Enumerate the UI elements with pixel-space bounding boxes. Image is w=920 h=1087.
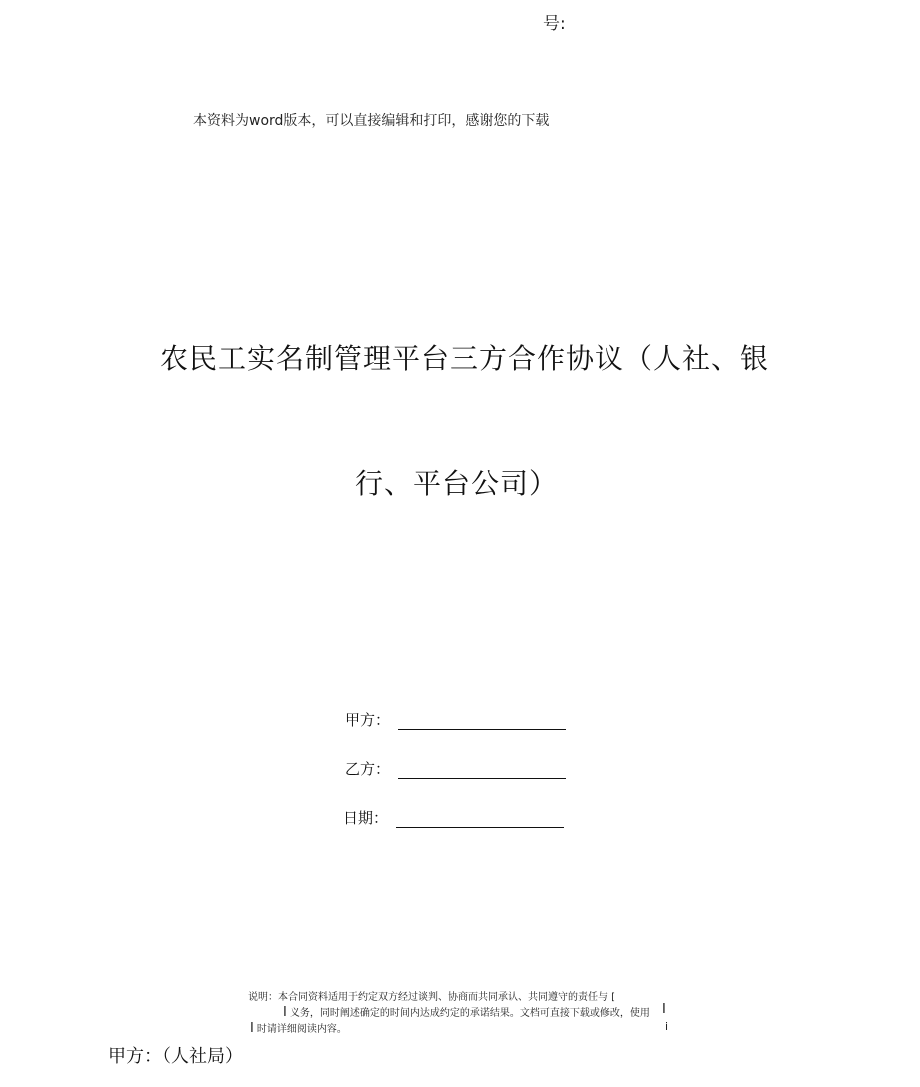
explanation-line-3	[250, 1020, 347, 1036]
party-a-signature-row	[345, 709, 566, 730]
party-b-label: 乙方：	[345, 760, 391, 778]
party-b-signature-row	[345, 758, 566, 779]
document-title-line-2: 行、平台公司）	[355, 467, 559, 500]
explanation-line-3-text: 时请详细阅读内容。	[256, 1024, 347, 1035]
party-a-heading: 甲方：（人社局）	[108, 1046, 243, 1067]
explanation-right-mark-2: i	[665, 1020, 669, 1033]
date-blank-line	[396, 812, 564, 828]
date-signature-row	[343, 807, 564, 828]
explanation-line-2	[283, 1004, 650, 1020]
explanation-line-2-text: 义务，同时阐述确定的时间内达成约定的承诺结果。文档可直接下载或修改，使用	[289, 1008, 650, 1019]
date-label: 日期：	[343, 809, 389, 827]
download-notice: 本资料为word版本，可以直接编辑和打印，感谢您的下载	[193, 113, 550, 129]
explanation-right-mark-1: I	[662, 1002, 666, 1017]
party-a-blank-line	[398, 714, 566, 730]
document-title-line-1: 农民工实名制管理平台三方合作协议（人社、银	[160, 342, 770, 375]
party-a-label: 甲方：	[345, 711, 391, 729]
explanation-line-1: 说明：本合同资料适用于约定双方经过谈判、协商而共同承认、共同遵守的责任与 [	[248, 992, 616, 1003]
explanation-line-3-mark: I	[250, 1021, 254, 1036]
document-number-label: 号:	[543, 14, 566, 34]
party-b-blank-line	[398, 763, 566, 779]
explanation-line-2-mark: I	[283, 1005, 287, 1020]
